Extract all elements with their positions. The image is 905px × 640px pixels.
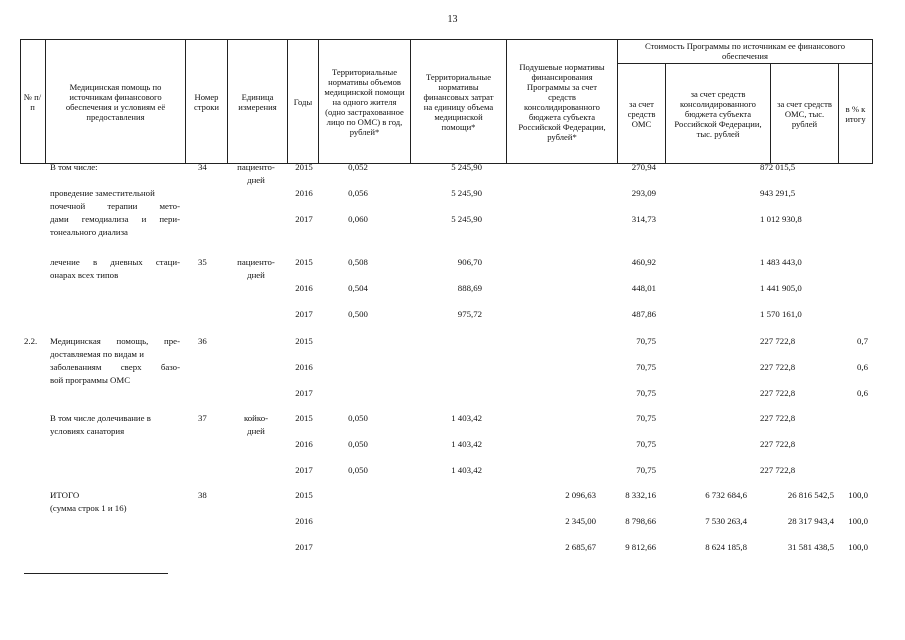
year-cell: 2015 <box>295 413 313 423</box>
page-number: 13 <box>447 14 458 25</box>
header-percent: в % к итогу <box>845 103 866 124</box>
unit-cell: пациенто- <box>237 162 275 172</box>
budget-cell: 7 530 263,4 <box>705 516 747 526</box>
year-cell: 2017 <box>295 542 313 552</box>
year-cell: 2017 <box>295 214 313 224</box>
care-label-line: тонеального диализа <box>50 227 128 237</box>
year-cell: 2017 <box>295 309 313 319</box>
cost-norm-cell: 1 403,42 <box>451 439 482 449</box>
care-label-line: лечение в дневных стаци- <box>50 257 180 267</box>
header-years: Годы <box>293 96 313 107</box>
care-label-line: вой программы ОМС <box>50 375 131 385</box>
cost-norm-cell: 5 245,90 <box>451 214 482 224</box>
care-label-line: доставляемая по видам и <box>50 349 144 359</box>
per-capita-cell: 2 685,67 <box>565 542 596 552</box>
unit-cell: койко- <box>243 413 269 423</box>
header-row-no: Номер строки <box>193 91 220 112</box>
care-label-line: дами гемодиализа и пери- <box>50 214 180 224</box>
footnote-rule <box>24 573 168 574</box>
oms-thousand-cell: 1 570 161,0 <box>760 309 802 319</box>
oms-cell: 448,01 <box>631 283 656 293</box>
cost-norm-cell: 888,69 <box>457 283 482 293</box>
oms-cell: 9 812,66 <box>625 542 656 552</box>
oms-thousand-cell: 227 722,8 <box>760 362 796 372</box>
unit-cell: дней <box>247 175 265 185</box>
care-label-line: ИТОГО <box>50 490 80 500</box>
unit-cell: дней <box>247 270 265 280</box>
row-number-cell: 2.2. <box>24 336 38 346</box>
per-capita-cell: 2 096,63 <box>565 490 596 500</box>
percent-cell: 100,0 <box>848 490 868 500</box>
care-label-line: (сумма строк 1 и 16) <box>50 503 127 513</box>
oms-thousand-cell: 227 722,8 <box>760 465 796 475</box>
volume-norm-cell: 0,056 <box>348 188 368 198</box>
oms-thousand-cell: 227 722,8 <box>760 439 796 449</box>
cost-norm-cell: 906,70 <box>457 257 482 267</box>
care-label-line: онарах всех типов <box>50 270 119 280</box>
budget-cell: 8 624 185,8 <box>705 542 747 552</box>
oms-thousand-cell: 1 012 930,8 <box>760 214 802 224</box>
percent-cell: 0,7 <box>857 336 868 346</box>
header-oms-thousand: за счет средств ОМС, тыс. рублей <box>777 98 832 129</box>
row-no-cell: 37 <box>198 413 207 423</box>
oms-thousand-cell: 1 483 443,0 <box>760 257 802 267</box>
year-cell: 2016 <box>295 362 313 372</box>
percent-cell: 0,6 <box>857 388 868 398</box>
per-capita-cell: 2 345,00 <box>565 516 596 526</box>
header-volume-norm: Территориальные нормативы объемов медицинской помощи на одного жителя (одно застрахованное лицо по ОМС) в год, рублей* <box>324 66 405 137</box>
header-oms: за счет средств ОМС <box>627 98 656 129</box>
oms-thousand-cell: 26 816 542,5 <box>787 490 834 500</box>
oms-thousand-cell: 227 722,8 <box>760 336 796 346</box>
header-unit: Единица измерения <box>238 91 277 112</box>
cost-norm-cell: 1 403,42 <box>451 413 482 423</box>
percent-cell: 0,6 <box>857 362 868 372</box>
year-cell: 2015 <box>295 257 313 267</box>
header-per-capita: Подушевые нормативы финансирования Программы за счет средств консолидированного бюджета субъекта Российской Федерации, рублей* <box>518 61 606 142</box>
oms-thousand-cell: 227 722,8 <box>760 388 796 398</box>
cost-norm-cell: 5 245,90 <box>451 188 482 198</box>
table-header <box>20 39 873 164</box>
row-no-cell: 38 <box>198 490 207 500</box>
oms-cell: 314,73 <box>631 214 656 224</box>
header-cost-norm: Территориальные нормативы финансовых затрат на единицу объема медицинской помощи* <box>423 71 494 132</box>
year-cell: 2016 <box>295 283 313 293</box>
oms-cell: 70,75 <box>636 388 656 398</box>
unit-cell: дней <box>247 426 265 436</box>
oms-thousand-cell: 28 317 943,4 <box>787 516 834 526</box>
oms-cell: 70,75 <box>636 439 656 449</box>
year-cell: 2017 <box>295 388 313 398</box>
year-cell: 2015 <box>295 490 313 500</box>
oms-cell: 8 798,66 <box>625 516 656 526</box>
oms-cell: 70,75 <box>636 465 656 475</box>
oms-cell: 70,75 <box>636 413 656 423</box>
oms-cell: 70,75 <box>636 362 656 372</box>
care-label-line: В том числе: <box>50 162 98 172</box>
year-cell: 2016 <box>295 439 313 449</box>
row-no-cell: 35 <box>198 257 207 267</box>
unit-cell: пациенто- <box>237 257 275 267</box>
header-num: № п/п <box>23 91 42 112</box>
oms-cell: 293,09 <box>631 188 656 198</box>
budget-cell: 6 732 684,6 <box>705 490 747 500</box>
oms-cell: 8 332,16 <box>625 490 656 500</box>
percent-cell: 100,0 <box>848 542 868 552</box>
year-cell: 2017 <box>295 465 313 475</box>
header-cost-group: Стоимость Программы по источникам ее финансового обеспечения <box>644 41 846 61</box>
volume-norm-cell: 0,050 <box>348 465 368 475</box>
oms-cell: 487,86 <box>631 309 656 319</box>
care-label-line: заболеваниям сверх базо- <box>50 362 180 372</box>
year-cell: 2016 <box>295 188 313 198</box>
care-label-line: В том числе долечивание в <box>50 413 151 423</box>
header-care: Медицинская помощь по источникам финансового обеспечения и условиям её предоставления <box>65 81 166 122</box>
year-cell: 2016 <box>295 516 313 526</box>
cost-norm-cell: 1 403,42 <box>451 465 482 475</box>
oms-cell: 270,94 <box>631 162 656 172</box>
oms-thousand-cell: 227 722,8 <box>760 413 796 423</box>
care-label-line: условиях санатория <box>50 426 125 436</box>
volume-norm-cell: 0,052 <box>348 162 368 172</box>
oms-thousand-cell: 31 581 438,5 <box>787 542 834 552</box>
header-budget: за счет средств консолидированного бюджета субъекта Российской Федерации, тыс. рублей <box>674 88 762 139</box>
percent-cell: 100,0 <box>848 516 868 526</box>
row-no-cell: 36 <box>198 336 207 346</box>
volume-norm-cell: 0,060 <box>348 214 368 224</box>
oms-cell: 460,92 <box>631 257 656 267</box>
row-no-cell: 34 <box>198 162 207 172</box>
year-cell: 2015 <box>295 162 313 172</box>
oms-thousand-cell: 943 291,5 <box>760 188 796 198</box>
volume-norm-cell: 0,508 <box>348 257 368 267</box>
oms-cell: 70,75 <box>636 336 656 346</box>
volume-norm-cell: 0,500 <box>348 309 368 319</box>
care-label-line: Медицинская помощь, пре- <box>50 336 180 346</box>
volume-norm-cell: 0,050 <box>348 439 368 449</box>
care-label-line: почечной терапии мето- <box>50 201 180 211</box>
cost-norm-cell: 5 245,90 <box>451 162 482 172</box>
cost-norm-cell: 975,72 <box>457 309 482 319</box>
volume-norm-cell: 0,504 <box>348 283 368 293</box>
volume-norm-cell: 0,050 <box>348 413 368 423</box>
year-cell: 2015 <box>295 336 313 346</box>
oms-thousand-cell: 872 015,5 <box>760 162 796 172</box>
care-label-line: проведение заместительной <box>50 188 155 198</box>
oms-thousand-cell: 1 441 905,0 <box>760 283 802 293</box>
